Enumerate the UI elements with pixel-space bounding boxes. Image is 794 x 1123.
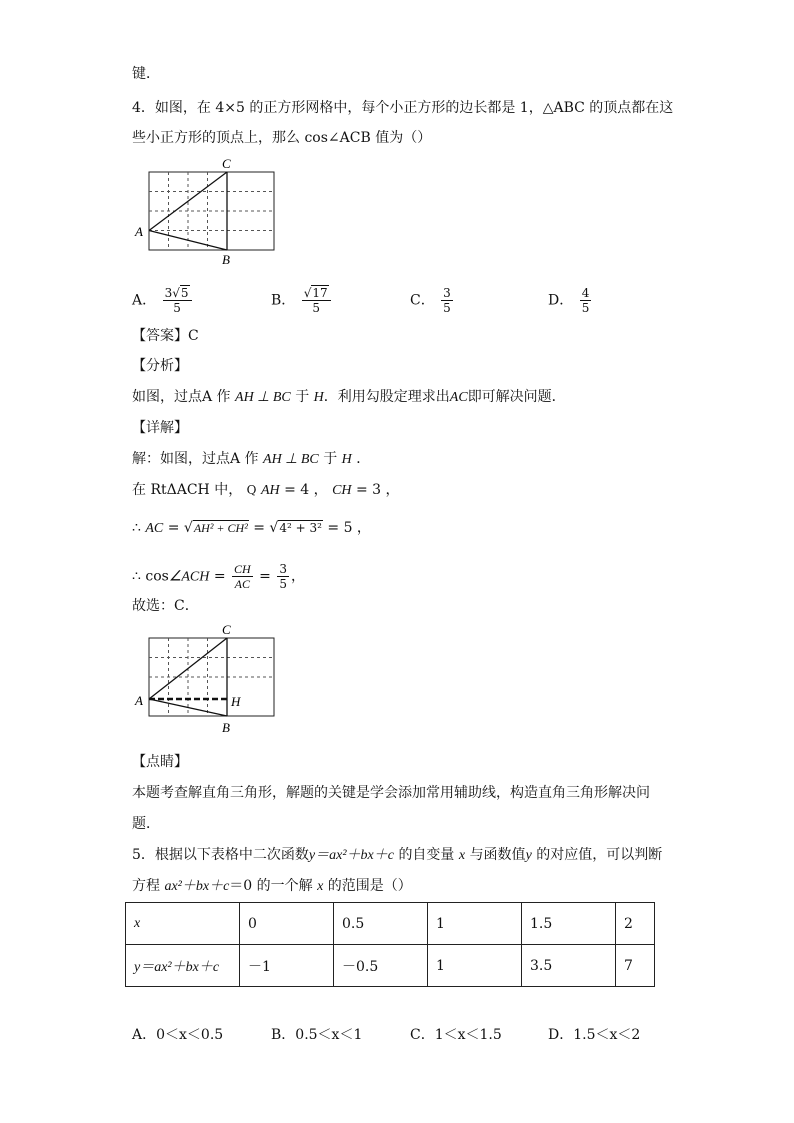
detail-heading: 【详解】 (132, 420, 188, 436)
question-4-text: 4．如图，在 4×5 的正方形网格中，每个小正方形的边长都是 1，△ABC 的顶点都在这 (132, 100, 674, 116)
table-cell: y＝ax²＋bx＋c (126, 945, 240, 987)
question-5-text: 5．根据以下表格中二次函数y＝ax²＋bx＋c 的自变量 x 与函数值y 的对应值，可以判断 (132, 847, 663, 863)
analysis-heading: 【分析】 (132, 358, 188, 374)
vertex-label-c: C (222, 156, 231, 171)
q5-option-c[interactable]: C．1＜x＜1.5 (410, 1027, 502, 1043)
table-cell: －0.5 (334, 945, 428, 987)
question-5-text-cont: 方程 ax²＋bx＋c＝0 的一个解 x 的范围是（） (132, 878, 412, 894)
detail-line-3: ∴ AC = √AH² + CH² = √4² + 3² = 5 ， (132, 520, 371, 536)
q4-option-d[interactable]: D． $\frac{4}{5}$ (548, 286, 590, 315)
q5-option-d[interactable]: D．1.5＜x＜2 (548, 1027, 641, 1043)
answer-line: 【答案】C (132, 328, 199, 344)
detail-line-4: ∴ cos∠ACH = $\frac{CH}{AC}$ = $\frac{3}{5}$ ， (132, 562, 305, 591)
triangle-grid-figure (132, 156, 292, 268)
table-cell: 3.5 (522, 945, 616, 987)
comment-text: 本题考查解直角三角形，解题的关键是学会添加常用辅助线，构造直角三角形解决问 (132, 785, 650, 801)
vertex-label-h: H (231, 694, 241, 709)
comment-text-cont: 题． (132, 816, 160, 832)
table-cell: 1 (428, 903, 522, 945)
text-line: 键． (132, 66, 160, 82)
table-cell: x (126, 903, 240, 945)
detail-line-1: 解：如图，过点A 作 AH ⊥ BC 于 H ． (132, 451, 371, 467)
table-cell: 2 (616, 903, 655, 945)
table-row (126, 945, 655, 987)
detail-line-2: 在 RtΔACH 中， Q AH = 4 ， CH = 3 ， (132, 482, 400, 498)
table-cell: 1 (428, 945, 522, 987)
vertex-label-a: A (135, 224, 143, 239)
analysis-text: 如图，过点A 作 AH ⊥ BC 于 H．利用勾股定理求出AC即可解决问题． (132, 389, 566, 405)
vertex-label-b: B (222, 720, 230, 735)
table-cell: 0.5 (334, 903, 428, 945)
q5-option-a[interactable]: A．0＜x＜0.5 (132, 1027, 224, 1043)
vertex-label-b: B (222, 252, 230, 267)
table-cell: －1 (240, 945, 334, 987)
q4-option-b[interactable]: B． $\frac{√17}{5}$ (271, 286, 333, 315)
question-4-text-cont: 些小正方形的顶点上，那么 cos∠ACB 值为（） (132, 130, 432, 146)
value-table (125, 902, 655, 987)
table-cell: 7 (616, 945, 655, 987)
q4-option-a[interactable]: A． $\frac{3√5}{5}$ (132, 286, 194, 315)
choose-line: 故选：C． (132, 598, 199, 614)
table-cell: 1.5 (522, 903, 616, 945)
table-row (126, 903, 655, 945)
triangle-grid-figure-with-h (132, 622, 292, 738)
table-cell: 0 (240, 903, 334, 945)
q5-option-b[interactable]: B．0.5＜x＜1 (271, 1027, 363, 1043)
vertex-label-c: C (222, 622, 231, 637)
vertex-label-a: A (135, 693, 143, 708)
comment-heading: 【点睛】 (132, 754, 188, 770)
q4-option-c[interactable]: C． $\frac{3}{5}$ (410, 286, 451, 315)
